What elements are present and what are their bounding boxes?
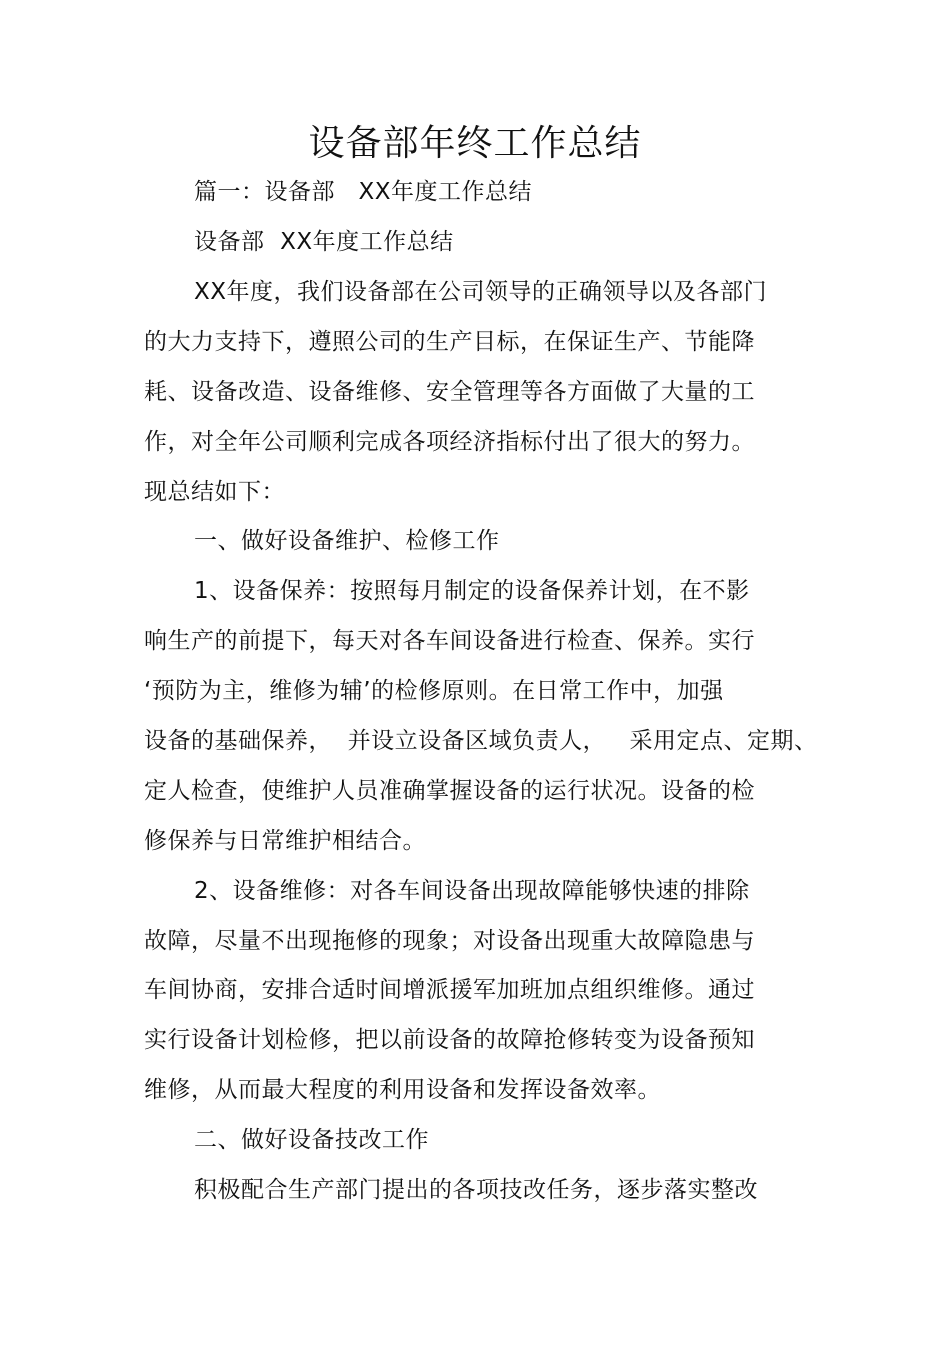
paragraph-line: 设备的基础保养， 并设立设备区域负责人， 采用定点、定期、	[144, 728, 818, 754]
paragraph-line: 故障，尽量不出现拖修的现象；对设备出现重大故障隐患与	[144, 928, 755, 954]
paragraph-line: 实行设备计划检修，把以前设备的故障抢修转变为设备预知	[144, 1027, 755, 1053]
paragraph-line: ‘预防为主，维修为辅’的检修原则。在日常工作中，加强	[144, 678, 724, 704]
paragraph-line: 的大力支持下，遵照公司的生产目标，在保证生产、节能降	[144, 329, 755, 355]
section-heading-article-one: 篇一：设备部 XX年度工作总结	[194, 179, 533, 205]
paragraph-line: 响生产的前提下，每天对各车间设备进行检查、保养。实行	[144, 628, 755, 654]
paragraph-line: 修保养与日常维护相结合。	[144, 828, 426, 854]
paragraph-line: 1、设备保养：按照每月制定的设备保养计划，在不影	[194, 578, 750, 604]
paragraph-line: 维修，从而最大程度的利用设备和发挥设备效率。	[144, 1077, 661, 1103]
subtitle-line: 设备部 XX年度工作总结	[194, 229, 454, 255]
paragraph-line: 2、设备维修：对各车间设备出现故障能够快速的排除	[194, 878, 750, 904]
section-heading-one: 一、做好设备维护、检修工作	[194, 528, 500, 554]
document-title: 设备部年终工作总结	[308, 123, 642, 164]
paragraph-line: XX年度，我们设备部在公司领导的正确领导以及各部门	[194, 279, 768, 305]
paragraph-line: 作，对全年公司顺利完成各项经济指标付出了很大的努力。	[144, 429, 755, 455]
paragraph-line: 定人检查，使维护人员准确掌握设备的运行状况。设备的检	[144, 778, 755, 804]
paragraph-line: 车间协商，安排合适时间增派援军加班加点组织维修。通过	[144, 977, 755, 1003]
paragraph-line: 耗、设备改造、设备维修、安全管理等各方面做了大量的工	[144, 379, 755, 405]
section-heading-two: 二、做好设备技改工作	[194, 1127, 429, 1153]
paragraph-line: 积极配合生产部门提出的各项技改任务，逐步落实整改	[194, 1177, 758, 1203]
paragraph-line: 现总结如下：	[144, 479, 285, 505]
